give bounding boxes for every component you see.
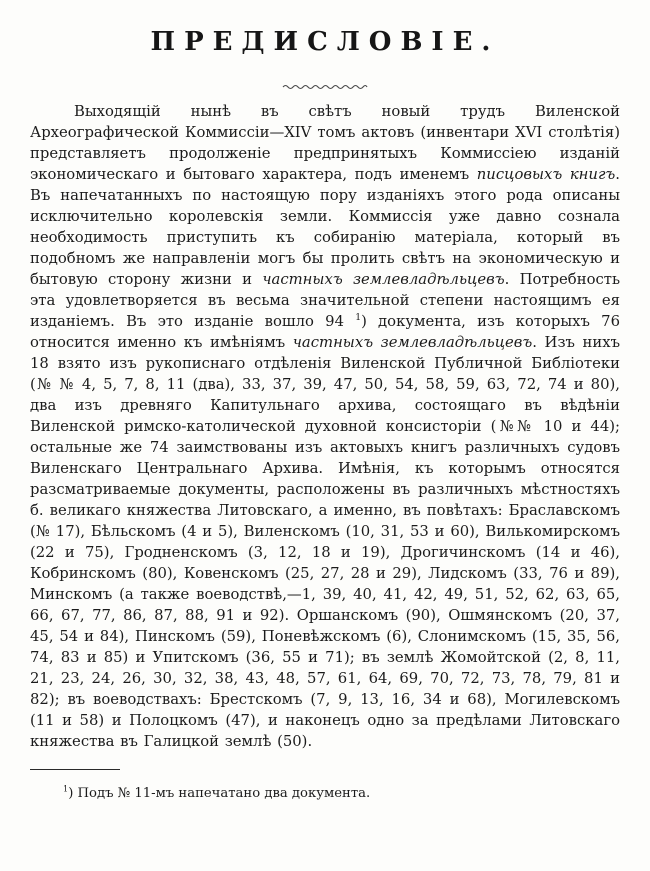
footnote-text: ) Подъ № 11-мъ напечатано два документа. (68, 786, 371, 801)
body-segment: . Въ напечатанныхъ по настоящую пору изданіяхъ этого рода описаны исключительно королевскія земли. Коммиссія уже давно сознала необходимость приступить къ собиранію матеріала, который въ подобномъ же направленіи могъ бы пролить свѣтъ на экономическую и бытовую сторону жизни и (30, 166, 620, 288)
page-title: ПРЕДИСЛОВІЕ. (150, 27, 500, 57)
italic-phrase: частныхъ землевладѣльцевъ (292, 334, 533, 351)
preface-paragraph (30, 101, 620, 752)
body-segment: Выходящій нынѣ въ свѣтъ новый трудъ Виленской Археографической Коммиссіи—XIV томъ актовъ (инвентари XVI столѣтія) представляетъ продолженіе предпринятыхъ Коммиссіею изданій экономическаго и бытоваго характера, подъ именемъ (30, 103, 620, 183)
body-segment: . Потребность эта удовлетворяется въ весьма значительной степени настоящимъ ея изданіемъ. Въ это изданіе вошло 94 (30, 271, 621, 330)
footnote-reference: 1 (355, 312, 362, 324)
italic-phrase: писцовыхъ книгъ (476, 166, 616, 183)
body-segment: . Изъ нихъ 18 взято изъ рукописнаго отдѣленія Виленской Публичной Библіотеки (№ № 4, 5, 7, 8, 11 (два), 33, 37, 39, 47, 50, 54, 58, 59, 63, 72, 74 и 80), два изъ древняго Капитульнаго архива, состоящаго въ вѣдѣніи Виленской римско-католической духовной консисторіи (№№ 10 и 44); остальные же 74 заимствованы изъ актовыхъ книгъ различныхъ судовъ Виленскаго Центральнаго Архива. Имѣнія, къ которымъ относятся разсматриваемые документы, расположены въ различныхъ мѣстностяхъ б. великаго княжества Литовскаго, а именно, въ повѣтахъ: Браславскомъ (№ 17), Бѣльскомъ (4 и 5), Виленскомъ (10, 31, 53 и 60), Вилькомирскомъ (22 и 75), Гродненскомъ (3, 12, 18 и 19), Дрогичинскомъ (14 и 46), Кобринскомъ (80), Ковенскомъ (25, 27, 28 и 29), Лидскомъ (33, 76 и 89), Минскомъ (а также воеводствѣ,—1, 39, 40, 41, 42, 49, 51, 52, 62, 63, 65, 66, 67, 77, 86, 87, 88, 91 и 92). Оршанскомъ (90), Ошмянскомъ (20, 37, 45, 54 и 84), Пинскомъ (59), Поневѣжскомъ (6), Слонимскомъ (15, 35, 56, 74, 83 и 85) и Упитскомъ (36, 55 и 71); въ землѣ Жомойтской (2, 8, 11, 21, 23, 24, 26, 30, 32, 38, 43, 48, 57, 61, 64, 69, 70, 72, 73, 78, 79, 81 и 82); въ воеводствахъ: Брестскомъ (7, 9, 13, 16, 34 и 68), Могилевскомъ (11 и 58) и Полоцкомъ (47), и наконецъ одно за предѣлами Литовскаго княжества въ Галицкой землѣ (50). (30, 334, 620, 750)
footnote-separator (30, 769, 120, 770)
footnote-marker: 1 (63, 783, 69, 794)
body-segment: ) документа, изъ которыхъ 76 относится именно къ имѣніямъ (30, 313, 620, 351)
footnote (30, 785, 620, 803)
title-ornament (282, 83, 368, 91)
italic-phrase: частныхъ землевладѣльцевъ (262, 271, 505, 288)
wavy-line-icon (282, 83, 368, 91)
